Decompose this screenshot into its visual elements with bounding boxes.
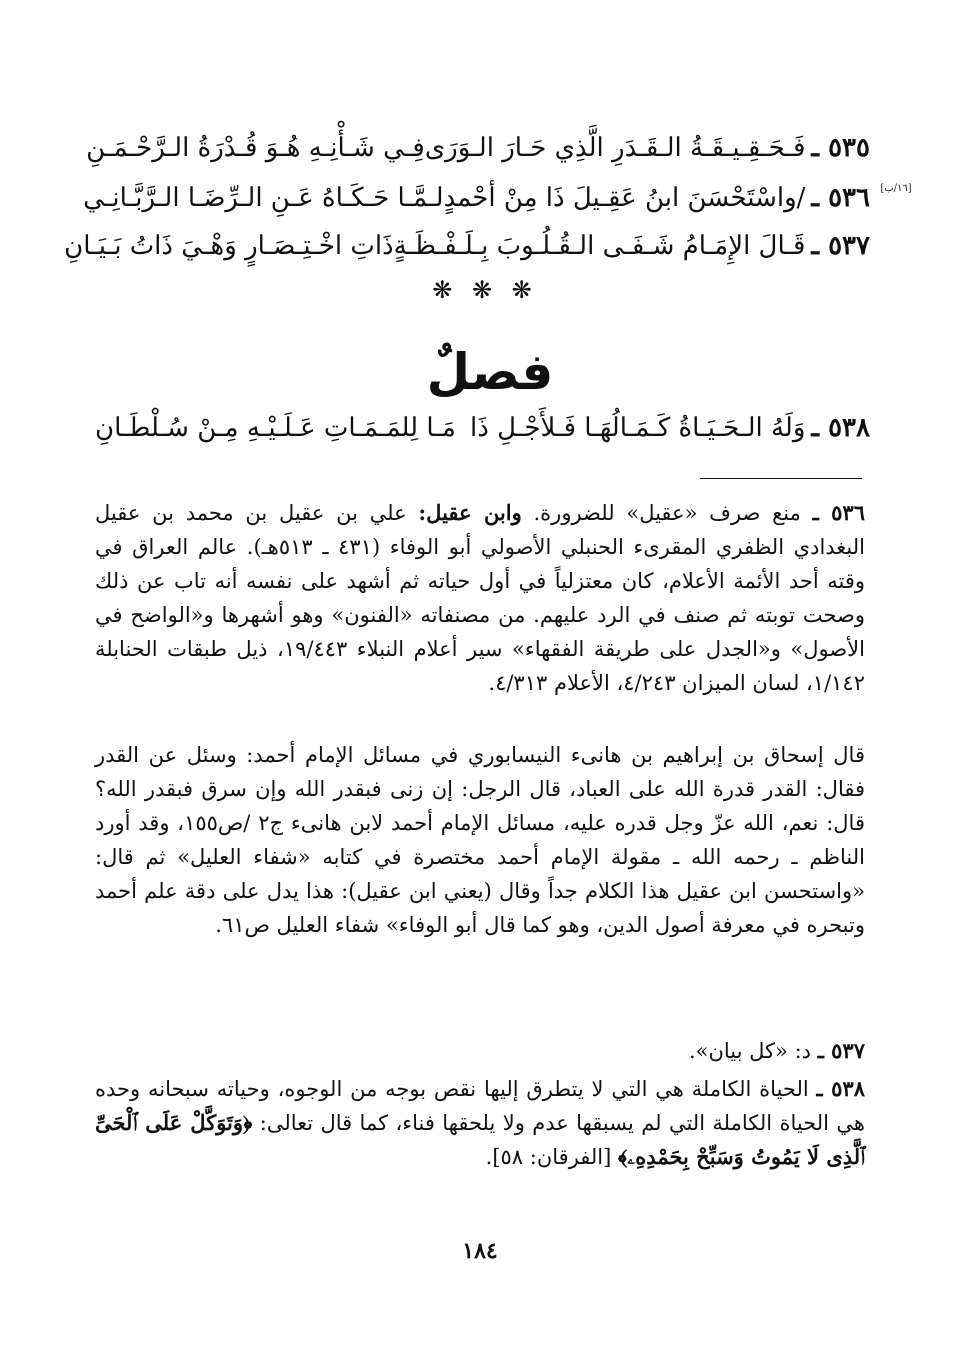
verse-number: ٥٣٥ ـ xyxy=(811,133,870,163)
footnote-number: ٥٣٦ ـ xyxy=(812,500,865,525)
footnote-bold-term: وابن عقيل: xyxy=(418,500,522,525)
footnote-538 xyxy=(95,1072,865,1174)
footnote-536-paragraph-2 xyxy=(95,738,865,942)
verse-number: ٥٣٧ ـ xyxy=(811,231,870,261)
verse-first-hemistich: /واسْتَحْسَنَ ابنُ عَقِـيلَ ذَا مِنْ أحْمدٍ xyxy=(443,183,806,213)
verse-538 xyxy=(95,408,870,448)
verse-second-hemistich: ذَاتِ اخْـتِـصَـارٍ وَهْـيَ ذَاتُ بَـيَـانِ xyxy=(64,231,394,261)
footnote-text: الحياة الكاملة هي التي لا يتطرق إليها نقص بوجه من الوجوه، وحياته سبحانه وحده هي الحياة الكاملة التي لم يسبقها عدم ولا يلحقها فناء، كما قال تعالى: xyxy=(95,1077,865,1135)
footnote-536 xyxy=(95,496,865,700)
verse-first-hemistich: وَلَهُ الـحَـيَـاةُ كَـمَـالُهَـا فَـلأَجْـلِ ذَا xyxy=(470,413,806,443)
verse-535 xyxy=(86,128,870,168)
verse-536 xyxy=(83,178,870,218)
quran-quote: ﴿وَتَوَكَّلْ عَلَى ٱلْحَىِّ ٱلَّذِى لَا يَمُوتُ وَسَبِّحْ بِحَمْدِهِۦ﴾ xyxy=(95,1110,865,1169)
footnote-text: علي بن عقيل بن محمد بن عقيل البغدادي الظفري المقرىء الحنبلي الأصولي أبو الوفاء (٤٣١ ـ ٥١٣هـ). عالم العراق في وقته أحد الأئمة الأعلام، كان معتزلياً في أول حياته ثم أشهد على نفسه أنه تاب عن ذلك وصحت توبته ثم صنف في الرد عليهم. من مصنفاته «الفنون» وهو أشهرها و«الواضح في الأصول» و«الجدل على طريقة الفقهاء» سير أعلام النبلاء ١٩/٤٤٣، ذيل طبقات الحنابلة ١/١٤٢، لسان الميزان ٤/٢٤٣، الأعلام ٤/٣١٣. xyxy=(95,501,865,695)
verse-first-hemistich: قَـالَ الإِمَـامُ شَـفَـى الـقُـلُـوبَ بِـلَـفْـظَـةٍ xyxy=(393,231,806,261)
footnote-text: د: «كل بيان». xyxy=(688,1039,811,1063)
folio-marker: [١٦/ب] xyxy=(880,183,912,194)
footnote-text: منع صرف «عقيل» للضرورة. xyxy=(533,501,801,525)
section-title: فصلٌ xyxy=(426,343,554,401)
verse-number: ٥٣٨ ـ xyxy=(811,413,870,443)
footnote-number: ٥٣٨ ـ xyxy=(816,1076,865,1101)
verse-537 xyxy=(64,226,870,266)
footnote-divider xyxy=(700,478,862,479)
verse-second-hemistich: لـمَّـا حَـكَـاهُ عَـنِ الـرِّضَـا الـرَّبَّـانِـي xyxy=(83,183,444,213)
verse-number: ٥٣٦ ـ xyxy=(811,183,870,213)
verse-second-hemistich: مَـا لِلمَـمَـاتِ عَـلَـيْـهِ مِـنْ سُـلْطَـانِ xyxy=(95,413,456,443)
footnote-537 xyxy=(95,1034,865,1068)
verse-second-hemistich: فِـي شَـأْنِـهِ هُـوَ قُـدْرَةُ الـرَّحْـمَـنِ xyxy=(86,133,425,163)
footnote-number: ٥٣٧ ـ xyxy=(817,1038,865,1063)
verse-first-hemistich: فَـحَـقِـيـقَـةُ الـقَـدَرِ الَّذِي حَـارَ الـوَرَى xyxy=(424,133,806,163)
quran-reference: [الفرقان: ٥٨]. xyxy=(485,1145,612,1169)
footnote-text: قال إسحاق بن إبراهيم بن هانىء النيسابوري في مسائل الإمام أحمد: وسئل عن القدر فقال: القدر قدرة الله على العباد، قال الرجل: إن زنى فبقدر الله وإن سرق فبقدر الله؟ قال: نعم، الله عزّ وجل قدره عليه، مسائل الإمام أحمد لابن هانىء ج٢ /ص١٥٥، وقد أورد الناظم ـ رحمه الله ـ مقولة الإمام أحمد مختصرة في كتابه «شفاء العليل» ثم قال: «واستحسن ابن عقيل هذا الكلام جداً وقال (يعني ابن عقيل): هذا يدل على دقة علم أحمد وتبحره في معرفة أصول الدين، وهو كما قال أبو الوفاء» شفاء العليل ص٦١. xyxy=(95,743,865,937)
page-number: ١٨٤ xyxy=(462,1238,498,1264)
section-separator: ❋ ❋ ❋ xyxy=(432,276,538,304)
